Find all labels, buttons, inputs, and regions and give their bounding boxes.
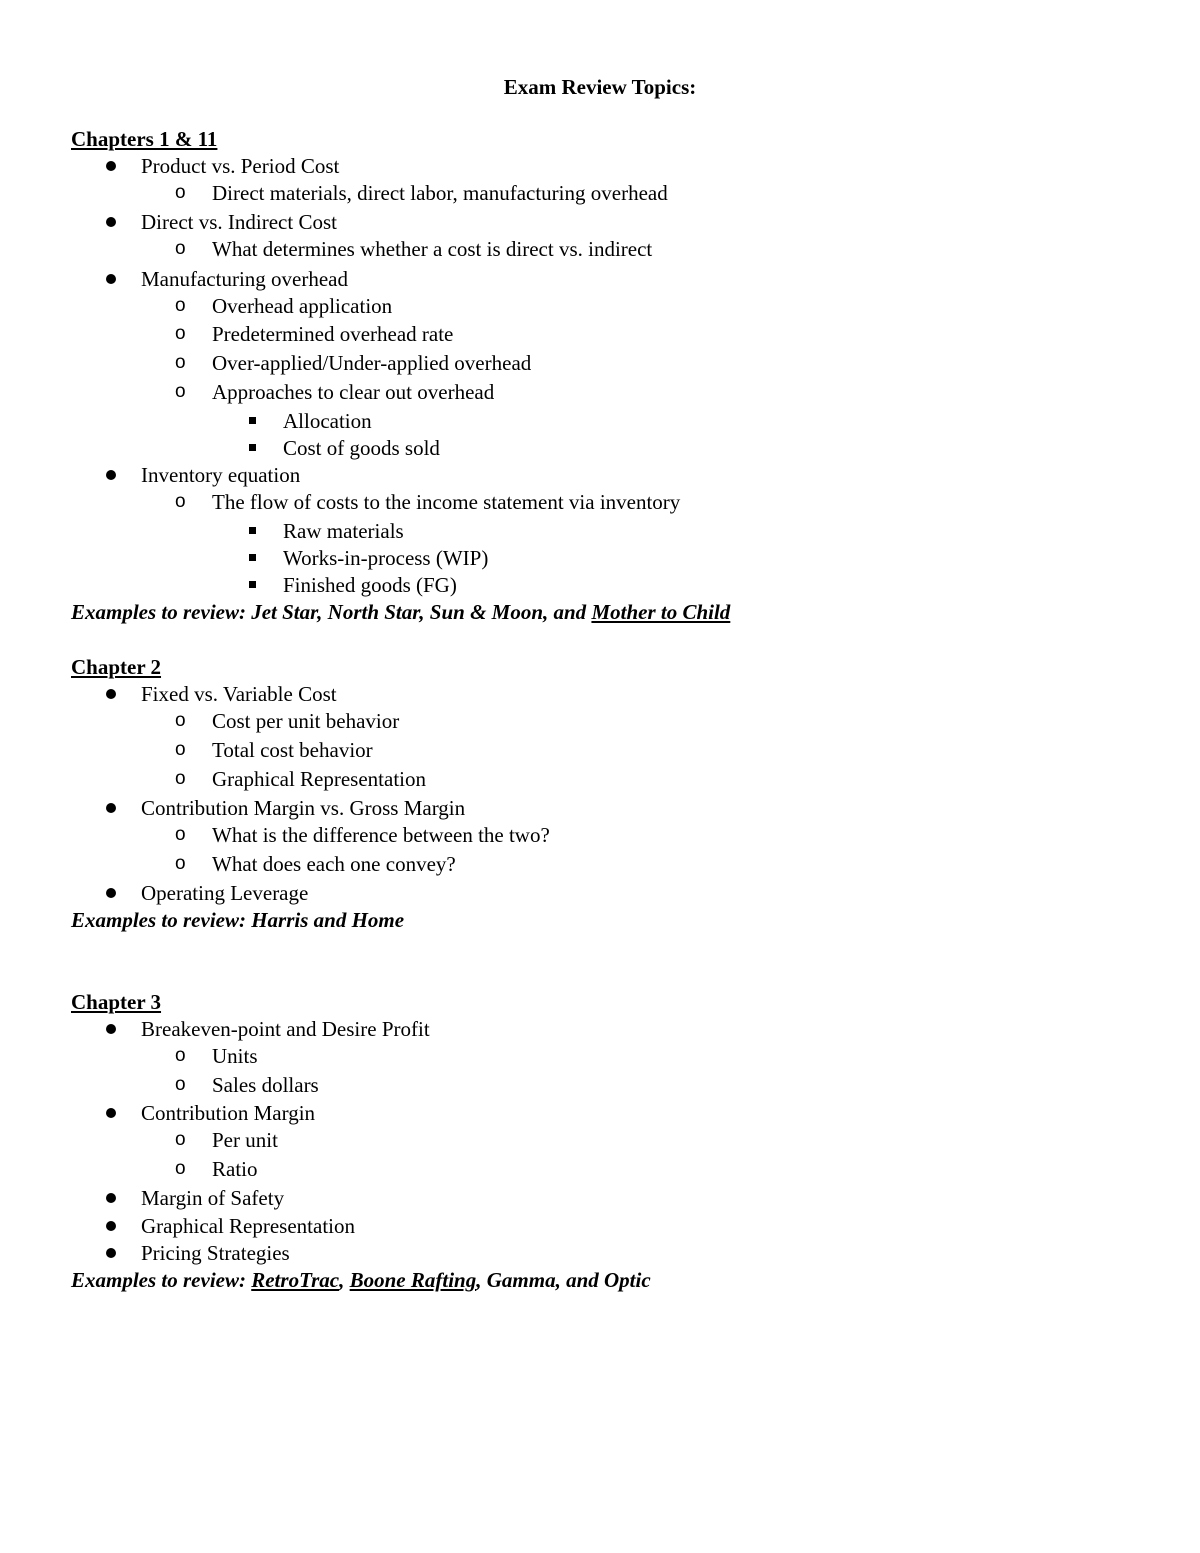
list-item: o Overhead application (175, 294, 393, 318)
list-item: o Over-applied/Under-applied overhead (175, 351, 532, 375)
examples-line-chapter-2: Examples to review: Harris and Home (71, 908, 405, 932)
example-retrotrac: RetroTrac (251, 1268, 340, 1292)
list-item: Pricing Strategies (141, 1239, 290, 1267)
section-heading-chapter-2: Chapter 2 (71, 655, 162, 679)
section-heading-chapters-1-11: Chapters 1 & 11 (71, 127, 218, 151)
bullet-circle-icon: o (175, 1045, 186, 1066)
bullet-dot-icon (106, 1221, 116, 1231)
bullet-dot-icon (106, 1024, 116, 1034)
document-title: Exam Review Topics: (503, 75, 697, 99)
list-item: Fixed vs. Variable Cost (141, 680, 337, 708)
list-item: Works-in-process (WIP) (283, 544, 488, 572)
examples-line-chapter-3: Examples to review: RetroTrac, Boone Rafting, Gamma, and Optic (71, 1268, 651, 1292)
list-item: Raw materials (283, 517, 404, 545)
bullet-circle-icon: o (175, 352, 186, 373)
list-item: o What determines whether a cost is direct vs. indirect (175, 237, 653, 261)
list-item: Manufacturing overhead (141, 265, 348, 293)
example-boone-rafting: Boone Rafting (349, 1268, 477, 1292)
bullet-square-icon (249, 417, 256, 424)
examples-line-chapters-1-11: Examples to review: Jet Star, North Star, Sun & Moon, and Mother to Child (71, 600, 731, 624)
bullet-square-icon (249, 527, 256, 534)
list-item: o Graphical Representation (175, 767, 426, 791)
bullet-dot-icon (106, 470, 116, 480)
bullet-dot-icon (106, 689, 116, 699)
example-mother-to-child: Mother to Child (591, 600, 731, 624)
list-item: o Per unit (175, 1128, 278, 1152)
list-item: Allocation (283, 407, 372, 435)
list-item: Cost of goods sold (283, 434, 440, 462)
bullet-square-icon (249, 444, 256, 451)
list-item: Contribution Margin vs. Gross Margin (141, 794, 465, 822)
bullet-circle-icon: o (175, 238, 186, 259)
list-item: Product vs. Period Cost (141, 152, 339, 180)
bullet-dot-icon (106, 1108, 116, 1118)
section-heading-chapter-3: Chapter 3 (71, 990, 162, 1014)
bullet-circle-icon: o (175, 295, 186, 316)
bullet-circle-icon: o (175, 1074, 186, 1095)
list-item: Inventory equation (141, 461, 300, 489)
list-item: o Cost per unit behavior (175, 709, 400, 733)
bullet-square-icon (249, 554, 256, 561)
bullet-circle-icon: o (175, 710, 186, 731)
bullet-circle-icon: o (175, 1129, 186, 1150)
list-item: o What is the difference between the two? (175, 823, 550, 847)
bullet-circle-icon: o (175, 1158, 186, 1179)
bullet-circle-icon: o (175, 182, 186, 203)
bullet-circle-icon: o (175, 768, 186, 789)
list-item: Breakeven-point and Desire Profit (141, 1015, 430, 1043)
list-item: o The flow of costs to the income statement via inventory (175, 490, 681, 514)
bullet-circle-icon: o (175, 491, 186, 512)
bullet-dot-icon (106, 888, 116, 898)
bullet-dot-icon (106, 217, 116, 227)
list-item: o Units (175, 1044, 258, 1068)
bullet-dot-icon (106, 274, 116, 284)
list-item: o Sales dollars (175, 1073, 319, 1097)
bullet-square-icon (249, 581, 256, 588)
bullet-dot-icon (106, 803, 116, 813)
list-item: Contribution Margin (141, 1099, 315, 1127)
bullet-circle-icon: o (175, 381, 186, 402)
bullet-circle-icon: o (175, 739, 186, 760)
list-item: Finished goods (FG) (283, 571, 457, 599)
list-item: Graphical Representation (141, 1212, 355, 1240)
list-item: o Direct materials, direct labor, manufacturing overhead (175, 181, 668, 205)
bullet-dot-icon (106, 1248, 116, 1258)
list-item: o Predetermined overhead rate (175, 322, 454, 346)
list-item: o Total cost behavior (175, 738, 373, 762)
bullet-circle-icon: o (175, 824, 186, 845)
bullet-circle-icon: o (175, 323, 186, 344)
bullet-dot-icon (106, 1193, 116, 1203)
list-item: o Approaches to clear out overhead (175, 380, 495, 404)
list-item: Operating Leverage (141, 879, 308, 907)
list-item: Margin of Safety (141, 1184, 284, 1212)
list-item: o Ratio (175, 1157, 258, 1181)
list-item: o What does each one convey? (175, 852, 456, 876)
bullet-dot-icon (106, 161, 116, 171)
bullet-circle-icon: o (175, 853, 186, 874)
list-item: Direct vs. Indirect Cost (141, 208, 337, 236)
